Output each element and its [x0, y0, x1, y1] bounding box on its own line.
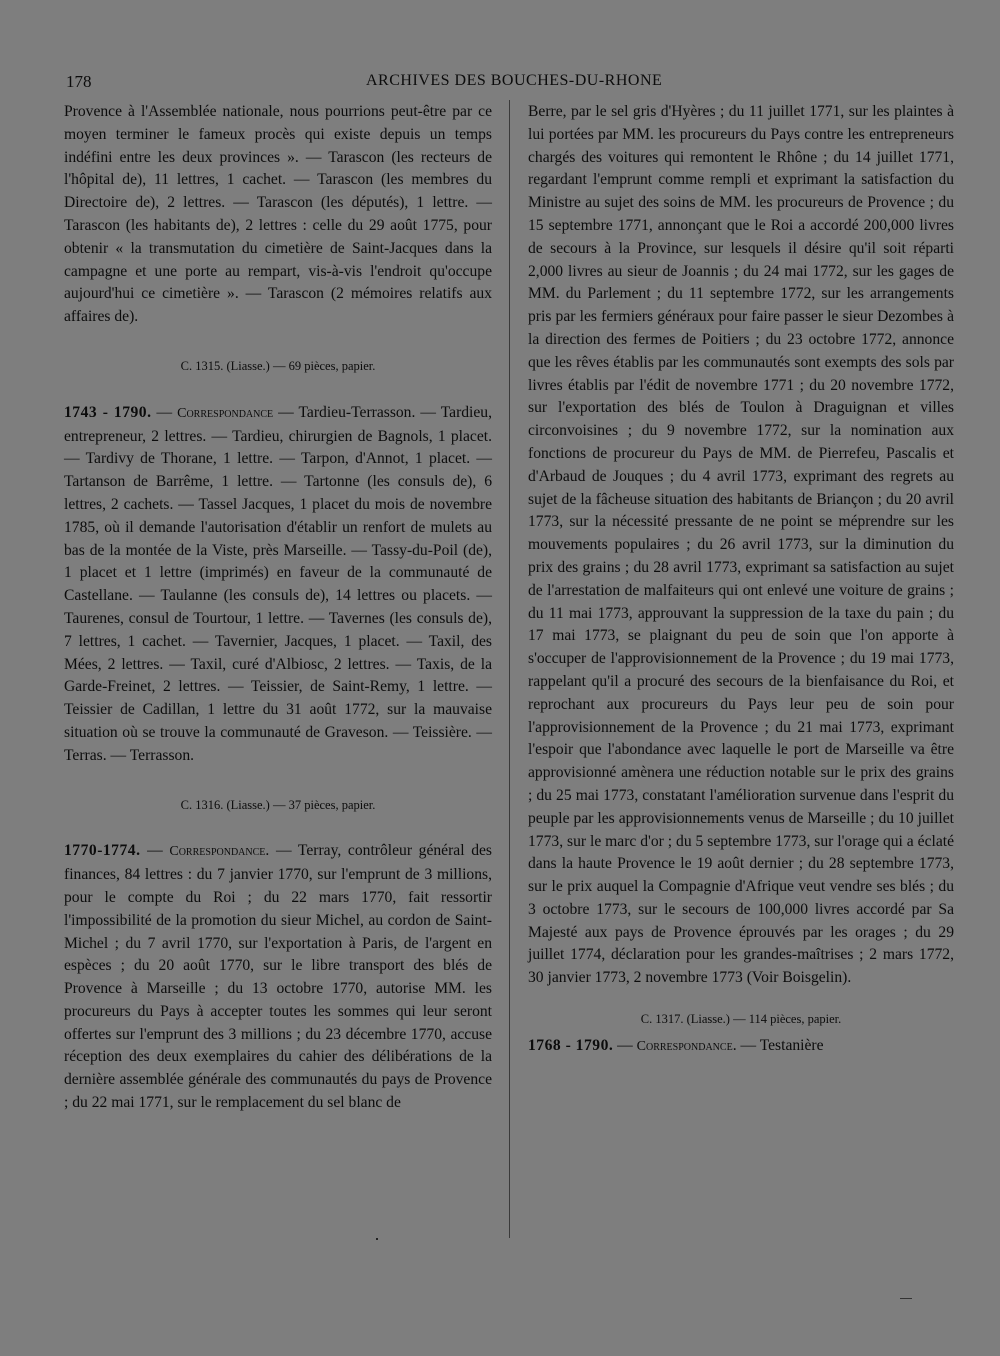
entry-text: — Tardieu-Terrasson. — Tardieu, entrepreneur, 2 lettres. — Tardieu, chirurgien de Bagnols, 1 placet. — Tardivy de Thorane, 1 lettre. — Tarpon, d'Annot, 1 placet. — Tartanson de Barrême, 1 lettre. — Tartonne (les consuls de), 6 lettres, 2 cachets. — Tassel Jacques, 1 placet du mois de novembre 1785, où il demande l'autorisation d'établir un renfort de mulets au bas de la montée de la Viste, près Marseille. — Tassy-du-Poil (de), 1 placet et 1 lettre (imprimés) en faveur de la communauté de Castellane. — Taulanne (les consuls de), 14 lettres ou placets. — Taurenes, consul de Tourtour, 1 lettre. — Tavernes (les consuls de), 7 lettres, 1 cachet. — Tavernier, Jacques, 1 placet. — Taxil, des Mées, 2 lettres. — Taxil, curé d'Albiosc, 2 lettres. — Taxis, de la Garde-Freinet, 2 lettres. — Teissier, de Saint-Remy, 1 lettre. — Teissier de Cadillan, 1 lettre du 31 août 1772, sur la mauvaise situation où se trouve la communauté de Graveson. — Teissière. — Terras. — Terrasson.: [64, 403, 493, 764]
entry-c1316: [64, 840, 492, 1115]
page-number: 178: [66, 72, 92, 91]
footer-dash-mark: [900, 1298, 912, 1299]
running-title: ARCHIVES DES BOUCHES-DU-RHONE: [366, 72, 663, 89]
entry-dash: —: [613, 1036, 637, 1054]
archive-reference-c1317: C. 1317. (Liasse.) — 114 pièces, papier.: [640, 1012, 842, 1027]
print-mark: [376, 1238, 378, 1240]
entry-date: 1743 - 1790.: [64, 403, 152, 421]
entry-c1315: [64, 402, 492, 768]
entry-date: 1770-1774.: [64, 842, 141, 860]
entry-heading: Correspondance: [636, 1038, 733, 1054]
archive-reference-c1316: C. 1316. (Liasse.) — 37 pièces, papier.: [180, 797, 376, 812]
entry-heading: Correspondance: [169, 844, 266, 860]
entry-text: . — Terray, contrôleur général des finances, 84 lettres : du 7 janvier 1770, sur l'emprunt de 3 millions, pour le compte du Roi ; du 22 mars 1770, fait ressortir l'impossibilité de la promotion du sieur Michel, au cordon de Saint-Michel ; du 7 avril 1770, sur l'exportation à Paris, de l'argent en espèces ; du 20 août 1770, sur le libre transport des blés de Provence à Marseille ; du 13 octobre 1770, autorise MM. les procureurs du Pays à accepter toutes les sommes qui leur seront offertes sur l'emprunt des 3 millions ; du 23 décembre 1770, accuse réception des deux exemplaires du cahier des délibérations de la dernière assemblée générale des communautés du pays de Provence ; du 22 mai 1771, sur le remplacement du sel blanc de: [64, 842, 492, 1112]
left-column: [64, 101, 492, 1115]
column-divider: [509, 100, 510, 1238]
paragraph-terray-continued: Berre, par le sel gris d'Hyères ; du 11 juillet 1771, sur les plaintes à lui portées par MM. les procureurs du Pays contre les entrepreneurs chargés des voitures qui remontent le Rhône ; du 14 juillet 1771, regardant l'emprunt comme rempli et exprimant la satisfaction du Ministre au sujet des soins de MM. les procureurs de Provence ; du 15 septembre 1771, annonçant que le Roi a accordé 200,000 livres de secours à la Province, sur lesquels il désire qu'il soit réparti 2,000 livres au sieur de Joannis ; du 24 mai 1772, sur les gages de MM. du Parlement ; du 11 septembre 1772, sur les arrangements pris par les fermiers généraux pour faire passer le sieur Dezombes à la direction des fermes de Poitiers ; du 23 octobre 1772, annonce que les rêves établis par les communautés sont exempts des sols par livres établis par l'édit de novembre 1771 ; du 20 novembre 1772, sur l'exportation des blés de Toulon à Draguignan et villes circonvoisines ; du 9 novembre 1772, sur la nomination aux fonctions de procureur du Pays de MM. de Pierrefeu, Pascalis et d'Arbaud de Jouques ; du 4 avril 1773, exprimant des regrets au sujet de la fâcheuse situation des habitants de Briançon ; du 20 avril 1773, sur la nécessité pressante de ne point se méprendre sur les mouvements populaires ; du 26 avril 1773, sur la diminution du prix des grains ; du 28 avril 1773, exprimant sa satisfaction au sujet de l'arrestation de malfaiteurs qui ont enlevé une voiture de grains ; du 11 mai 1773, approuvant la suppression de la taxe du pain ; du 17 mai 1773, se plaignant du peu de soin que l'on apporte à s'occuper de l'approvisionnement de la Provence ; du 19 mai 1773, rappelant qu'il a procuré des secours de la bienfaisance du Roi, et reprochant aux procureurs du Pays leur peu de soin pour l'approvisionnement de la Provence ; du 21 mai 1773, exprimant l'espoir que l'abondance avec laquelle le port de Marseille va être approvisionné amènera une réduction notable sur le prix des grains ; du 25 mai 1773, constatant l'amélioration survenue dans l'esprit du peuple par les approvisionnements venus de Marseille ; du 10 juillet 1773, sur le marc d'or ; du 5 septembre 1773, sur l'orage qui a éclaté dans la haute Provence le 19 août dernier ; du 28 septembre 1773, sur le prix auquel la Compagnie d'Afrique veut vendre ses blés ; du 3 octobre 1773, sur le secours de 100,000 livres accordé par Sa Majesté aux pays de Provence éprouvés par les orages ; du 29 juillet 1774, déclaration pour les grandes-maîtrises ; 2 mars 1772, 30 janvier 1773, 2 novembre 1773 (Voir Boisgelin).: [528, 103, 954, 987]
right-column: [528, 101, 954, 1059]
entry-date: 1768 - 1790.: [528, 1036, 614, 1054]
entry-text: . — Testanière: [732, 1036, 824, 1054]
entry-heading: Correspondance: [177, 405, 274, 421]
entry-dash: —: [151, 403, 178, 421]
page-header: [66, 72, 956, 96]
paragraph-tarascon: Provence à l'Assemblée nationale, nous pourrions peut-être par ce moyen terminer le fameux procès qui existe depuis un temps indéfini entre les deux provinces ». — Tarascon (les recteurs de l'hôpital de), 11 lettres, 1 cachet. — Tarascon (les membres du Directoire de), 2 lettres. — Tarascon (les députés), 1 lettre. — Tarascon (les habitants de), 2 lettres : celle du 29 août 1775, pour obtenir « la transmutation du cimetière de Saint-Jacques dans la campagne et une porte au rempart, vis-à-vis l'endroit qu'occupe aujourd'hui ce cimetière ». — Tarascon (2 mémoires relatifs aux affaires de).: [64, 103, 492, 326]
archive-reference-c1315: C. 1315. (Liasse.) — 69 pièces, papier.: [180, 358, 376, 373]
entry-dash: —: [140, 842, 170, 860]
entry-c1317: [528, 1035, 954, 1059]
